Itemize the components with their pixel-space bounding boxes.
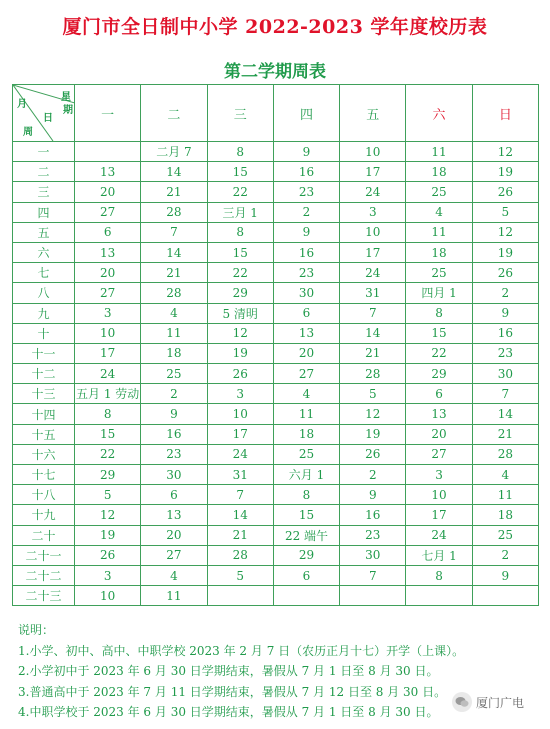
- day-cell-sat: 3: [406, 465, 472, 485]
- page-title: 厦门市全日制中小学 2022-2023 学年度校历表: [62, 16, 488, 38]
- day-cell-sat: 25: [406, 182, 472, 202]
- week-number-cell: 七: [13, 263, 75, 283]
- page-subtitle: 第二学期周表: [224, 62, 326, 82]
- day-cell-wed: 12: [207, 323, 273, 343]
- day-cell-wed: 15: [207, 162, 273, 182]
- day-cell-tue: 25: [141, 364, 207, 384]
- day-cell-fri: 28: [340, 364, 406, 384]
- day-cell-sun: 12: [472, 222, 538, 242]
- weekday-header-wed: 三: [207, 85, 273, 142]
- day-cell-thu: 22 端午: [273, 525, 339, 545]
- week-number-cell: 十三: [13, 384, 75, 404]
- day-cell-fri: 30: [340, 545, 406, 565]
- day-cell-wed: 28: [207, 545, 273, 565]
- day-cell-thu: 2: [273, 202, 339, 222]
- day-cell-sat: 6: [406, 384, 472, 404]
- day-cell-thu: 11: [273, 404, 339, 424]
- weekday-header-tue: 二: [141, 85, 207, 142]
- day-cell-tue: 2: [141, 384, 207, 404]
- day-cell-thu: 20: [273, 343, 339, 363]
- day-cell-mon: 3: [75, 565, 141, 585]
- day-cell-fri: 14: [340, 323, 406, 343]
- week-row: [13, 202, 539, 222]
- week-number-cell: 二十: [13, 525, 75, 545]
- notes-heading: 说明：: [18, 623, 55, 637]
- day-cell-wed: 19: [207, 343, 273, 363]
- wechat-icon: [452, 692, 472, 712]
- corner-qi-label: 期: [63, 105, 73, 116]
- day-cell-wed: 3: [207, 384, 273, 404]
- day-cell-fri: 7: [340, 303, 406, 323]
- day-cell-sat: 17: [406, 505, 472, 525]
- week-row: [13, 465, 539, 485]
- week-row: [13, 485, 539, 505]
- corner-month-label: 月: [17, 99, 27, 110]
- weekday-header-sun: 日: [472, 85, 538, 142]
- week-number-cell: 二: [13, 162, 75, 182]
- note-line-2: 2.小学初中于 2023 年 6 月 30 日学期结束，暑假从 7 月 1 日至 8 月 30 日。: [18, 664, 439, 678]
- day-cell-tue: 13: [141, 505, 207, 525]
- day-cell-mon: 17: [75, 343, 141, 363]
- day-cell-mon: [75, 142, 141, 162]
- watermark: [452, 692, 524, 712]
- week-number-cell: 十一: [13, 343, 75, 363]
- week-row: [13, 222, 539, 242]
- day-cell-mon: 20: [75, 263, 141, 283]
- day-cell-thu: 18: [273, 424, 339, 444]
- day-cell-mon: 5: [75, 485, 141, 505]
- week-number-cell: 十九: [13, 505, 75, 525]
- day-cell-tue: 20: [141, 525, 207, 545]
- day-cell-sun: 9: [472, 303, 538, 323]
- day-cell-mon: 12: [75, 505, 141, 525]
- day-cell-tue: 21: [141, 182, 207, 202]
- day-cell-fri: 17: [340, 162, 406, 182]
- day-cell-fri: 10: [340, 142, 406, 162]
- weekday-header-mon: 一: [75, 85, 141, 142]
- day-cell-fri: 5: [340, 384, 406, 404]
- week-row: [13, 182, 539, 202]
- day-cell-sat: [406, 586, 472, 606]
- day-cell-thu: 30: [273, 283, 339, 303]
- day-cell-fri: 23: [340, 525, 406, 545]
- day-cell-tue: 6: [141, 485, 207, 505]
- day-cell-wed: 17: [207, 424, 273, 444]
- week-row: [13, 283, 539, 303]
- day-cell-sat: 18: [406, 162, 472, 182]
- day-cell-thu: 8: [273, 485, 339, 505]
- note-line-1: 1.小学、初中、高中、中职学校 2023 年 2 月 7 日（农历正月十七）开学（上课）。: [18, 643, 465, 658]
- day-cell-thu: 29: [273, 545, 339, 565]
- day-cell-fri: 26: [340, 444, 406, 464]
- week-row: [13, 505, 539, 525]
- day-cell-fri: [340, 586, 406, 606]
- day-cell-sun: 19: [472, 162, 538, 182]
- day-cell-sun: 18: [472, 505, 538, 525]
- day-cell-mon: 27: [75, 283, 141, 303]
- day-cell-sat: 27: [406, 444, 472, 464]
- corner-day-label: 日: [43, 113, 53, 124]
- day-cell-fri: 21: [340, 343, 406, 363]
- day-cell-sun: 25: [472, 525, 538, 545]
- day-cell-thu: 16: [273, 242, 339, 262]
- day-cell-wed: 22: [207, 263, 273, 283]
- day-cell-tue: 27: [141, 545, 207, 565]
- day-cell-tue: 23: [141, 444, 207, 464]
- day-cell-sun: 28: [472, 444, 538, 464]
- day-cell-wed: 5: [207, 565, 273, 585]
- day-cell-wed: 5 清明: [207, 303, 273, 323]
- day-cell-sat: 29: [406, 364, 472, 384]
- day-cell-fri: 9: [340, 485, 406, 505]
- week-row: [13, 525, 539, 545]
- day-cell-fri: 16: [340, 505, 406, 525]
- corner-xing-label: 星: [61, 92, 71, 103]
- week-row: [13, 142, 539, 162]
- day-cell-sat: 10: [406, 485, 472, 505]
- day-cell-tue: 28: [141, 283, 207, 303]
- day-cell-wed: 26: [207, 364, 273, 384]
- week-number-cell: 二十一: [13, 545, 75, 565]
- day-cell-mon: 29: [75, 465, 141, 485]
- day-cell-mon: 15: [75, 424, 141, 444]
- note-line-3: 3.普通高中于 2023 年 7 月 11 日学期结束，暑假从 7 月 12 日至 8 月 30 日。: [18, 684, 447, 699]
- watermark-text: 厦门广电: [476, 695, 525, 710]
- day-cell-thu: 9: [273, 222, 339, 242]
- day-cell-sun: 16: [472, 323, 538, 343]
- day-cell-fri: 2: [340, 465, 406, 485]
- week-row: [13, 162, 539, 182]
- day-cell-thu: 23: [273, 263, 339, 283]
- week-row: [13, 586, 539, 606]
- day-cell-tue: 9: [141, 404, 207, 424]
- day-cell-tue: 30: [141, 465, 207, 485]
- day-cell-wed: [207, 586, 273, 606]
- day-cell-wed: 8: [207, 222, 273, 242]
- week-row: [13, 565, 539, 585]
- day-cell-wed: 22: [207, 182, 273, 202]
- corner-cell: [13, 85, 75, 142]
- week-number-cell: 十二: [13, 364, 75, 384]
- note-line-4: 4.中职学校于 2023 年 6 月 30 日学期结束，暑假从 7 月 1 日至 8 月 30 日。: [18, 705, 439, 719]
- day-cell-fri: 19: [340, 424, 406, 444]
- week-row: [13, 263, 539, 283]
- day-cell-tue: 21: [141, 263, 207, 283]
- day-cell-sun: 5: [472, 202, 538, 222]
- day-cell-thu: 4: [273, 384, 339, 404]
- day-cell-wed: 29: [207, 283, 273, 303]
- week-number-cell: 十四: [13, 404, 75, 424]
- day-cell-fri: 24: [340, 182, 406, 202]
- day-cell-tue: 14: [141, 162, 207, 182]
- day-cell-wed: 14: [207, 505, 273, 525]
- day-cell-tue: 11: [141, 323, 207, 343]
- week-number-cell: 十八: [13, 485, 75, 505]
- day-cell-sun: 7: [472, 384, 538, 404]
- day-cell-mon: 3: [75, 303, 141, 323]
- day-cell-sat: 18: [406, 242, 472, 262]
- day-cell-sat: 8: [406, 565, 472, 585]
- day-cell-tue: 18: [141, 343, 207, 363]
- day-cell-thu: 27: [273, 364, 339, 384]
- day-cell-sun: 26: [472, 263, 538, 283]
- day-cell-tue: 7: [141, 222, 207, 242]
- day-cell-mon: 19: [75, 525, 141, 545]
- day-cell-mon: 8: [75, 404, 141, 424]
- day-cell-sun: 9: [472, 565, 538, 585]
- day-cell-sun: 21: [472, 424, 538, 444]
- day-cell-wed: 10: [207, 404, 273, 424]
- header-row: [13, 85, 539, 142]
- day-cell-mon: 20: [75, 182, 141, 202]
- day-cell-sat: 11: [406, 222, 472, 242]
- day-cell-mon: 6: [75, 222, 141, 242]
- day-cell-sun: 23: [472, 343, 538, 363]
- day-cell-sat: 4: [406, 202, 472, 222]
- day-cell-tue: 28: [141, 202, 207, 222]
- day-cell-mon: 27: [75, 202, 141, 222]
- day-cell-tue: 4: [141, 565, 207, 585]
- week-row: [13, 343, 539, 363]
- day-cell-wed: 31: [207, 465, 273, 485]
- day-cell-thu: 16: [273, 162, 339, 182]
- week-number-cell: 十: [13, 323, 75, 343]
- day-cell-tue: 二月 7: [141, 142, 207, 162]
- day-cell-sun: [472, 586, 538, 606]
- day-cell-thu: 六月 1: [273, 465, 339, 485]
- day-cell-thu: [273, 586, 339, 606]
- day-cell-sat: 四月 1: [406, 283, 472, 303]
- day-cell-mon: 26: [75, 545, 141, 565]
- day-cell-tue: 4: [141, 303, 207, 323]
- week-number-cell: 二十三: [13, 586, 75, 606]
- week-number-cell: 四: [13, 202, 75, 222]
- week-number-cell: 二十二: [13, 565, 75, 585]
- week-row: [13, 545, 539, 565]
- day-cell-wed: 8: [207, 142, 273, 162]
- day-cell-sun: 2: [472, 283, 538, 303]
- corner-week-label: 周: [23, 127, 33, 138]
- weekday-header-sat: 六: [406, 85, 472, 142]
- day-cell-fri: 7: [340, 565, 406, 585]
- week-number-cell: 九: [13, 303, 75, 323]
- day-cell-thu: 6: [273, 303, 339, 323]
- day-cell-fri: 24: [340, 263, 406, 283]
- day-cell-sun: 12: [472, 142, 538, 162]
- week-row: [13, 242, 539, 262]
- day-cell-fri: 31: [340, 283, 406, 303]
- day-cell-mon: 五月 1 劳动: [75, 384, 141, 404]
- day-cell-sun: 19: [472, 242, 538, 262]
- day-cell-sun: 14: [472, 404, 538, 424]
- week-number-cell: 三: [13, 182, 75, 202]
- day-cell-sun: 11: [472, 485, 538, 505]
- week-row: [13, 404, 539, 424]
- day-cell-tue: 11: [141, 586, 207, 606]
- day-cell-sun: 4: [472, 465, 538, 485]
- week-number-cell: 十七: [13, 465, 75, 485]
- weekday-header-fri: 五: [340, 85, 406, 142]
- day-cell-sat: 20: [406, 424, 472, 444]
- day-cell-fri: 12: [340, 404, 406, 424]
- day-cell-thu: 6: [273, 565, 339, 585]
- week-number-cell: 一: [13, 142, 75, 162]
- week-number-cell: 十五: [13, 424, 75, 444]
- day-cell-fri: 3: [340, 202, 406, 222]
- day-cell-mon: 10: [75, 586, 141, 606]
- week-number-cell: 十六: [13, 444, 75, 464]
- day-cell-mon: 13: [75, 162, 141, 182]
- week-number-cell: 五: [13, 222, 75, 242]
- week-row: [13, 323, 539, 343]
- day-cell-sat: 11: [406, 142, 472, 162]
- day-cell-fri: 17: [340, 242, 406, 262]
- week-row: [13, 444, 539, 464]
- day-cell-mon: 13: [75, 242, 141, 262]
- day-cell-thu: 15: [273, 505, 339, 525]
- calendar-table: [12, 84, 539, 606]
- calendar-body: [13, 142, 539, 606]
- day-cell-thu: 13: [273, 323, 339, 343]
- day-cell-thu: 23: [273, 182, 339, 202]
- week-row: [13, 364, 539, 384]
- day-cell-sat: 15: [406, 323, 472, 343]
- day-cell-wed: 24: [207, 444, 273, 464]
- week-row: [13, 384, 539, 404]
- day-cell-sun: 30: [472, 364, 538, 384]
- weekday-header-thu: 四: [273, 85, 339, 142]
- day-cell-sat: 25: [406, 263, 472, 283]
- day-cell-sat: 13: [406, 404, 472, 424]
- day-cell-fri: 10: [340, 222, 406, 242]
- week-row: [13, 303, 539, 323]
- day-cell-sat: 七月 1: [406, 545, 472, 565]
- day-cell-mon: 24: [75, 364, 141, 384]
- day-cell-wed: 21: [207, 525, 273, 545]
- day-cell-wed: 三月 1: [207, 202, 273, 222]
- day-cell-thu: 25: [273, 444, 339, 464]
- day-cell-sat: 24: [406, 525, 472, 545]
- day-cell-sat: 8: [406, 303, 472, 323]
- day-cell-mon: 10: [75, 323, 141, 343]
- day-cell-tue: 16: [141, 424, 207, 444]
- day-cell-wed: 15: [207, 242, 273, 262]
- day-cell-thu: 9: [273, 142, 339, 162]
- day-cell-sun: 2: [472, 545, 538, 565]
- week-number-cell: 八: [13, 283, 75, 303]
- day-cell-tue: 14: [141, 242, 207, 262]
- day-cell-sat: 22: [406, 343, 472, 363]
- day-cell-sun: 26: [472, 182, 538, 202]
- week-number-cell: 六: [13, 242, 75, 262]
- week-row: [13, 424, 539, 444]
- day-cell-mon: 22: [75, 444, 141, 464]
- day-cell-wed: 7: [207, 485, 273, 505]
